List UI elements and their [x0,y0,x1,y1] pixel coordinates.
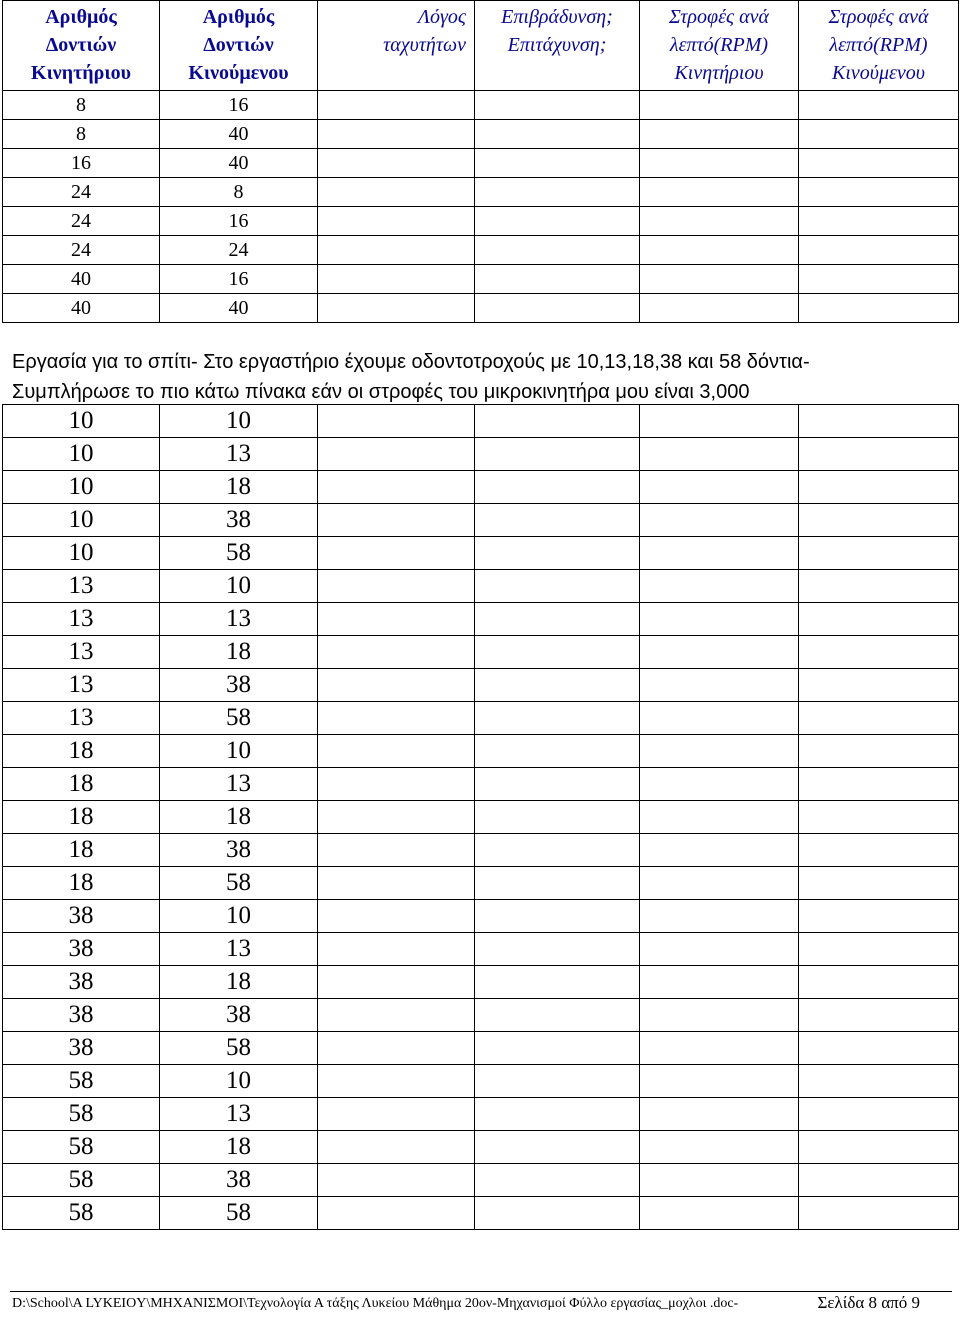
driven-teeth-cell: 40 [160,149,318,178]
table-row [3,120,959,149]
driver-rpm-cell[interactable] [640,867,799,900]
table-row [3,966,959,999]
driven-rpm-cell[interactable] [799,207,959,236]
speed-ratio-cell[interactable] [318,178,475,207]
instruction-line: Συμπλήρωσε το πιο κάτω πίνακα εάν οι στροφές του μικροκινητήρα μου είναι 3,000 [12,381,750,403]
driver-rpm-cell[interactable] [640,265,799,294]
speed-ratio-cell[interactable] [318,900,475,933]
driven-teeth-cell: 18 [160,801,318,834]
driver-rpm-cell[interactable] [640,603,799,636]
driver-rpm-cell[interactable] [640,1065,799,1098]
driven-teeth-cell: 58 [160,1032,318,1065]
homework-instructions [12,347,952,407]
table-row [3,1098,959,1131]
driven-rpm-cell[interactable] [799,966,959,999]
table-row [3,294,959,323]
driver-rpm-cell[interactable] [640,405,799,438]
driven-teeth-cell: 10 [160,900,318,933]
driven-teeth-cell: 10 [160,1065,318,1098]
driven-teeth-cell: 38 [160,504,318,537]
driver-teeth-cell: 24 [3,178,160,207]
deceleration-acceleration-cell[interactable] [475,702,640,735]
speed-ratio-cell[interactable] [318,735,475,768]
driver-rpm-cell[interactable] [640,149,799,178]
driven-teeth-cell: 38 [160,1164,318,1197]
driven-rpm-cell[interactable] [799,570,959,603]
driver-rpm-cell[interactable] [640,236,799,265]
driver-teeth-cell: 18 [3,801,160,834]
driver-teeth-cell: 13 [3,636,160,669]
speed-ratio-cell[interactable] [318,438,475,471]
deceleration-acceleration-cell[interactable] [475,669,640,702]
speed-ratio-cell[interactable] [318,966,475,999]
table-header-row [3,1,959,91]
speed-ratio-cell[interactable] [318,570,475,603]
driver-teeth-cell: 18 [3,867,160,900]
driver-rpm-cell[interactable] [640,537,799,570]
deceleration-acceleration-cell[interactable] [475,207,640,236]
driven-rpm-cell[interactable] [799,1065,959,1098]
speed-ratio-cell[interactable] [318,120,475,149]
driver-rpm-cell[interactable] [640,1032,799,1065]
driver-rpm-cell[interactable] [640,1098,799,1131]
deceleration-acceleration-cell[interactable] [475,603,640,636]
driver-rpm-cell[interactable] [640,120,799,149]
table-row [3,1032,959,1065]
driven-teeth-cell: 16 [160,265,318,294]
deceleration-acceleration-cell[interactable] [475,294,640,323]
table-row [3,504,959,537]
driver-teeth-cell: 58 [3,1164,160,1197]
driver-teeth-cell: 38 [3,999,160,1032]
driven-rpm-cell[interactable] [799,236,959,265]
driven-teeth-cell: 13 [160,438,318,471]
table-row [3,801,959,834]
driven-rpm-cell[interactable] [799,265,959,294]
speed-ratio-cell[interactable] [318,867,475,900]
driver-teeth-cell: 10 [3,471,160,504]
driver-rpm-cell[interactable] [640,471,799,504]
table-row [3,207,959,236]
speed-ratio-cell[interactable] [318,1197,475,1230]
driver-teeth-cell: 10 [3,438,160,471]
deceleration-acceleration-cell[interactable] [475,867,640,900]
deceleration-acceleration-cell[interactable] [475,1131,640,1164]
deceleration-acceleration-cell[interactable] [475,1032,640,1065]
header-driver-teeth: Αριθμός Δοντιών Κινητήριου [3,1,160,91]
table-row [3,900,959,933]
header-driver-rpm: Στροφές ανά λεπτό(RPM) Κινητήριου [640,1,799,91]
driven-rpm-cell[interactable] [799,471,959,504]
table-row [3,1197,959,1230]
driver-rpm-cell[interactable] [640,801,799,834]
driven-teeth-cell: 8 [160,178,318,207]
speed-ratio-cell[interactable] [318,471,475,504]
driver-rpm-cell[interactable] [640,438,799,471]
speed-ratio-cell[interactable] [318,999,475,1032]
driven-rpm-cell[interactable] [799,999,959,1032]
driver-rpm-cell[interactable] [640,504,799,537]
table-row [3,636,959,669]
driver-teeth-cell: 58 [3,1197,160,1230]
speed-ratio-cell[interactable] [318,405,475,438]
driver-rpm-cell[interactable] [640,91,799,120]
driven-teeth-cell: 38 [160,669,318,702]
deceleration-acceleration-cell[interactable] [475,636,640,669]
driver-teeth-cell: 40 [3,265,160,294]
driver-teeth-cell: 38 [3,966,160,999]
driven-rpm-cell[interactable] [799,933,959,966]
speed-ratio-cell[interactable] [318,669,475,702]
table-row [3,149,959,178]
deceleration-acceleration-cell[interactable] [475,735,640,768]
driven-teeth-cell: 58 [160,702,318,735]
driver-teeth-cell: 8 [3,120,160,149]
driven-rpm-cell[interactable] [799,120,959,149]
deceleration-acceleration-cell[interactable] [475,834,640,867]
header-speed-ratio: Λόγος ταχυτήτων [318,1,475,91]
speed-ratio-cell[interactable] [318,1065,475,1098]
speed-ratio-cell[interactable] [318,236,475,265]
driven-teeth-cell: 18 [160,966,318,999]
table-row [3,1164,959,1197]
driver-rpm-cell[interactable] [640,1131,799,1164]
driven-rpm-cell[interactable] [799,1131,959,1164]
driven-teeth-cell: 16 [160,207,318,236]
deceleration-acceleration-cell[interactable] [475,1065,640,1098]
table-row [3,438,959,471]
driver-teeth-cell: 10 [3,504,160,537]
driver-teeth-cell: 13 [3,603,160,636]
table-row [3,236,959,265]
driver-rpm-cell[interactable] [640,1197,799,1230]
driven-teeth-cell: 40 [160,120,318,149]
table-row [3,1065,959,1098]
deceleration-acceleration-cell[interactable] [475,537,640,570]
driver-teeth-cell: 58 [3,1065,160,1098]
gear-ratio-table [2,0,959,323]
header-driven-teeth: Αριθμός Δοντιών Κινούμενου [160,1,318,91]
driver-rpm-cell[interactable] [640,669,799,702]
deceleration-acceleration-cell[interactable] [475,570,640,603]
speed-ratio-cell[interactable] [318,1131,475,1164]
speed-ratio-cell[interactable] [318,1098,475,1131]
driver-rpm-cell[interactable] [640,735,799,768]
speed-ratio-cell[interactable] [318,603,475,636]
driver-rpm-cell[interactable] [640,294,799,323]
driven-rpm-cell[interactable] [799,735,959,768]
instruction-line: Εργασία για το σπίτι- Στο εργαστήριο έχουμε οδοντοτροχούς με 10,13,18,38 και 58 δόντια- [12,351,810,373]
homework-gear-table [2,404,959,1230]
speed-ratio-cell[interactable] [318,1032,475,1065]
driver-rpm-cell[interactable] [640,768,799,801]
driven-teeth-cell: 18 [160,636,318,669]
driver-teeth-cell: 18 [3,768,160,801]
speed-ratio-cell[interactable] [318,1164,475,1197]
deceleration-acceleration-cell[interactable] [475,504,640,537]
driven-rpm-cell[interactable] [799,149,959,178]
driven-rpm-cell[interactable] [799,405,959,438]
driver-teeth-cell: 10 [3,537,160,570]
deceleration-acceleration-cell[interactable] [475,801,640,834]
driver-teeth-cell: 24 [3,207,160,236]
driven-rpm-cell[interactable] [799,1197,959,1230]
speed-ratio-cell[interactable] [318,294,475,323]
speed-ratio-cell[interactable] [318,636,475,669]
driver-teeth-cell: 13 [3,702,160,735]
driven-rpm-cell[interactable] [799,1164,959,1197]
driven-teeth-cell: 18 [160,1131,318,1164]
driven-teeth-cell: 38 [160,999,318,1032]
table-row [3,537,959,570]
deceleration-acceleration-cell[interactable] [475,405,640,438]
speed-ratio-cell[interactable] [318,149,475,178]
driver-teeth-cell: 8 [3,91,160,120]
driven-teeth-cell: 58 [160,867,318,900]
speed-ratio-cell[interactable] [318,834,475,867]
driver-rpm-cell[interactable] [640,570,799,603]
driven-rpm-cell[interactable] [799,603,959,636]
speed-ratio-cell[interactable] [318,265,475,294]
deceleration-acceleration-cell[interactable] [475,1164,640,1197]
driver-teeth-cell: 24 [3,236,160,265]
driven-teeth-cell: 13 [160,933,318,966]
driven-teeth-cell: 13 [160,1098,318,1131]
driver-rpm-cell[interactable] [640,178,799,207]
driven-rpm-cell[interactable] [799,867,959,900]
driver-teeth-cell: 16 [3,149,160,178]
deceleration-acceleration-cell[interactable] [475,1098,640,1131]
driven-rpm-cell[interactable] [799,91,959,120]
driver-teeth-cell: 10 [3,405,160,438]
driven-rpm-cell[interactable] [799,801,959,834]
driven-teeth-cell: 58 [160,1197,318,1230]
speed-ratio-cell[interactable] [318,768,475,801]
driven-rpm-cell[interactable] [799,669,959,702]
driver-rpm-cell[interactable] [640,1164,799,1197]
driver-teeth-cell: 38 [3,933,160,966]
driver-teeth-cell: 13 [3,570,160,603]
table-row [3,669,959,702]
driven-rpm-cell[interactable] [799,178,959,207]
driver-teeth-cell: 18 [3,834,160,867]
header-deceleration-acceleration: Επιβράδυνση; Επιτάχυνση; [475,1,640,91]
driver-rpm-cell[interactable] [640,834,799,867]
driver-rpm-cell[interactable] [640,999,799,1032]
driver-rpm-cell[interactable] [640,900,799,933]
table-row [3,471,959,504]
deceleration-acceleration-cell[interactable] [475,999,640,1032]
driver-rpm-cell[interactable] [640,636,799,669]
driven-teeth-cell: 10 [160,405,318,438]
driver-teeth-cell: 40 [3,294,160,323]
driven-rpm-cell[interactable] [799,834,959,867]
driver-rpm-cell[interactable] [640,207,799,236]
driven-rpm-cell[interactable] [799,1098,959,1131]
table-row [3,999,959,1032]
table-row [3,603,959,636]
driven-teeth-cell: 13 [160,603,318,636]
driven-rpm-cell[interactable] [799,537,959,570]
deceleration-acceleration-cell[interactable] [475,91,640,120]
speed-ratio-cell[interactable] [318,702,475,735]
footer-file-path: D:\School\A LYKEIOY\ΜΗΧΑΝΙΣΜΟΙ\Τεχνολογία Α τάξης Λυκείου Μάθημα 20ον-Μηχανισμοί Φύλλο εργασίας_μοχλοι .doc- [12,1296,739,1311]
table-row [3,702,959,735]
deceleration-acceleration-cell[interactable] [475,768,640,801]
table-row [3,933,959,966]
driver-teeth-cell: 58 [3,1098,160,1131]
footer-page-number: Σελίδα 8 από 9 [817,1293,920,1312]
driven-teeth-cell: 38 [160,834,318,867]
driven-teeth-cell: 13 [160,768,318,801]
driver-teeth-cell: 13 [3,669,160,702]
deceleration-acceleration-cell[interactable] [475,966,640,999]
table-row [3,91,959,120]
footer-divider [10,1291,952,1292]
table-row [3,768,959,801]
driver-teeth-cell: 58 [3,1131,160,1164]
driven-teeth-cell: 58 [160,537,318,570]
driven-rpm-cell[interactable] [799,438,959,471]
table-row [3,405,959,438]
deceleration-acceleration-cell[interactable] [475,438,640,471]
speed-ratio-cell[interactable] [318,207,475,236]
driven-teeth-cell: 10 [160,735,318,768]
deceleration-acceleration-cell[interactable] [475,236,640,265]
table-row [3,735,959,768]
driven-rpm-cell[interactable] [799,900,959,933]
driven-teeth-cell: 40 [160,294,318,323]
deceleration-acceleration-cell[interactable] [475,120,640,149]
deceleration-acceleration-cell[interactable] [475,933,640,966]
driver-rpm-cell[interactable] [640,933,799,966]
driven-teeth-cell: 24 [160,236,318,265]
table-row [3,265,959,294]
speed-ratio-cell[interactable] [318,801,475,834]
speed-ratio-cell[interactable] [318,504,475,537]
driven-rpm-cell[interactable] [799,294,959,323]
driver-teeth-cell: 18 [3,735,160,768]
table-row [3,1131,959,1164]
driven-teeth-cell: 18 [160,471,318,504]
deceleration-acceleration-cell[interactable] [475,149,640,178]
deceleration-acceleration-cell[interactable] [475,265,640,294]
table-row [3,867,959,900]
driven-rpm-cell[interactable] [799,1032,959,1065]
driven-teeth-cell: 10 [160,570,318,603]
deceleration-acceleration-cell[interactable] [475,178,640,207]
speed-ratio-cell[interactable] [318,537,475,570]
speed-ratio-cell[interactable] [318,933,475,966]
driver-teeth-cell: 38 [3,900,160,933]
driver-teeth-cell: 38 [3,1032,160,1065]
table-row [3,178,959,207]
table-row [3,834,959,867]
driver-rpm-cell[interactable] [640,966,799,999]
speed-ratio-cell[interactable] [318,91,475,120]
driven-teeth-cell: 16 [160,91,318,120]
driven-rpm-cell[interactable] [799,768,959,801]
table-row [3,570,959,603]
driven-rpm-cell[interactable] [799,504,959,537]
driven-rpm-cell[interactable] [799,702,959,735]
driven-rpm-cell[interactable] [799,636,959,669]
deceleration-acceleration-cell[interactable] [475,900,640,933]
driver-rpm-cell[interactable] [640,702,799,735]
header-driven-rpm: Στροφές ανά λεπτό(RPM) Κινούμενου [799,1,959,91]
deceleration-acceleration-cell[interactable] [475,1197,640,1230]
deceleration-acceleration-cell[interactable] [475,471,640,504]
